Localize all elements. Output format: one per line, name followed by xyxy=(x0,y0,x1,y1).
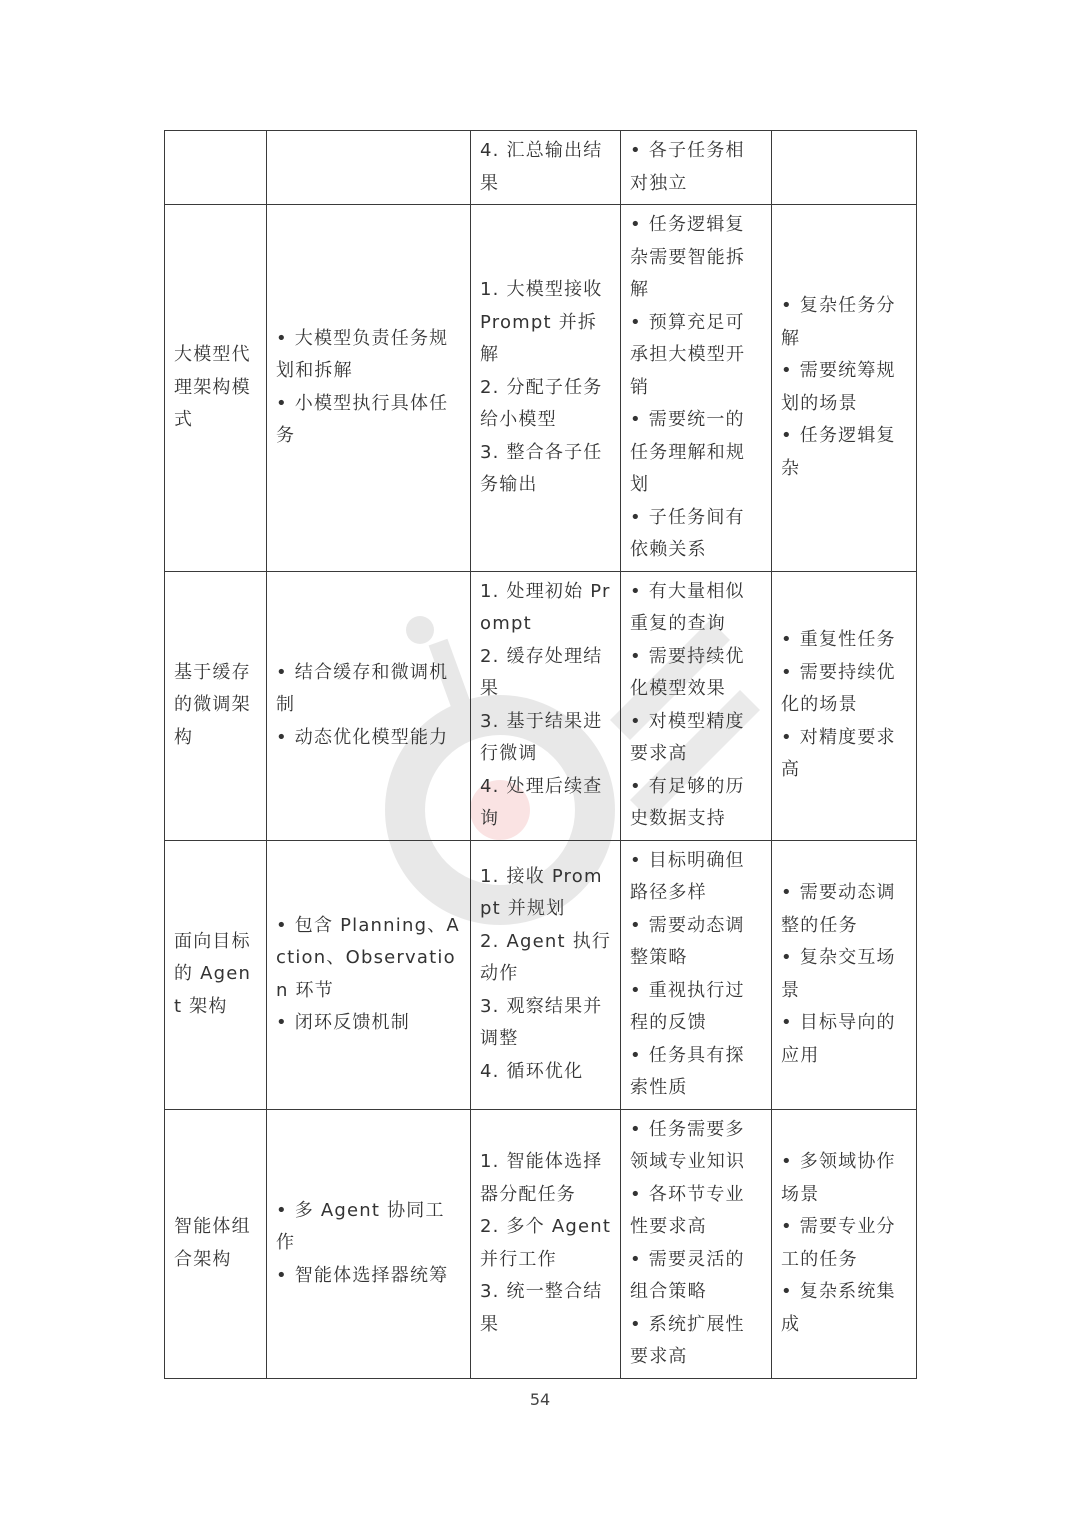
bullet-item: • 任务需要多领域专业知识 xyxy=(630,1114,763,1179)
step-item: 2. 多个 Agent 并行工作 xyxy=(480,1216,612,1270)
cell-name xyxy=(165,205,267,572)
cell-conditions xyxy=(621,131,772,205)
architecture-name: 基于缓存的微调架构 xyxy=(174,661,251,748)
table-row xyxy=(165,131,917,205)
bullet-item: • 需要动态调整策略 xyxy=(630,910,763,975)
page-number: 54 xyxy=(529,1390,551,1409)
step-item: 3. 基于结果进行微调 xyxy=(480,710,603,764)
architecture-name: 面向目标的 Agent 架构 xyxy=(174,930,252,1017)
table-row xyxy=(165,840,917,1109)
bullet-item: • 对模型精度要求高 xyxy=(630,706,763,771)
cell-conditions xyxy=(621,840,772,1109)
bullet-item: • 包含 Planning、Action、Observation 环节 xyxy=(276,910,462,1008)
cell-process xyxy=(471,571,621,840)
bullet-item: • 结合缓存和微调机制 xyxy=(276,657,462,722)
bullet-item: • 需要动态调整的任务 xyxy=(781,877,908,942)
step-item: 4. 汇总输出结果 xyxy=(480,140,603,194)
step-item: 4. 处理后续查询 xyxy=(480,775,603,829)
table-row xyxy=(165,205,917,572)
step-item: 1. 接收 Prompt 并规划 xyxy=(480,865,603,920)
cell-features xyxy=(267,571,471,840)
bullet-item: • 智能体选择器统筹 xyxy=(276,1260,462,1293)
bullet-item: • 动态优化模型能力 xyxy=(276,722,462,755)
table-row xyxy=(165,571,917,840)
bullet-item: • 任务逻辑复杂 xyxy=(781,420,908,485)
step-item: 2. 分配子任务给小模型 xyxy=(480,376,603,430)
step-item: 1. 大模型接收 Prompt 并拆解 xyxy=(480,279,603,365)
cell-name xyxy=(165,131,267,205)
cell-conditions xyxy=(621,1109,772,1378)
bullet-item: • 各环节专业性要求高 xyxy=(630,1179,763,1244)
cell-scenarios xyxy=(772,1109,917,1378)
architecture-name: 大模型代理架构模式 xyxy=(174,344,251,430)
cell-name xyxy=(165,1109,267,1378)
step-item: 2. 缓存处理结果 xyxy=(480,645,603,699)
cell-name xyxy=(165,571,267,840)
table-row xyxy=(165,1109,917,1378)
bullet-item: • 多 Agent 协同工作 xyxy=(276,1195,462,1260)
cell-name xyxy=(165,840,267,1109)
cell-process xyxy=(471,840,621,1109)
cell-process xyxy=(471,131,621,205)
architecture-table xyxy=(164,130,917,1379)
bullet-item: • 复杂任务分解 xyxy=(781,290,908,355)
cell-scenarios xyxy=(772,571,917,840)
bullet-item: • 小模型执行具体任务 xyxy=(276,388,462,453)
bullet-item: • 需要统一的任务理解和规划 xyxy=(630,404,763,502)
step-item: 1. 智能体选择器分配任务 xyxy=(480,1151,603,1205)
cell-features xyxy=(267,1109,471,1378)
bullet-item: • 需要持续优化模型效果 xyxy=(630,641,763,706)
bullet-item: • 需要灵活的组合策略 xyxy=(630,1244,763,1309)
bullet-item: • 重复性任务 xyxy=(781,624,908,657)
bullet-item: • 大模型负责任务规划和拆解 xyxy=(276,323,462,388)
bullet-item: • 对精度要求高 xyxy=(781,722,908,787)
bullet-item: • 各子任务相对独立 xyxy=(630,135,763,200)
bullet-item: • 有足够的历史数据支持 xyxy=(630,771,763,836)
cell-process xyxy=(471,205,621,572)
cell-features xyxy=(267,131,471,205)
bullet-item: • 多领域协作场景 xyxy=(781,1146,908,1211)
step-item: 3. 统一整合结果 xyxy=(480,1281,603,1335)
step-item: 4. 循环优化 xyxy=(480,1060,584,1082)
step-item: 1. 处理初始 Prompt xyxy=(480,580,611,634)
cell-conditions xyxy=(621,571,772,840)
bullet-item: • 有大量相似重复的查询 xyxy=(630,576,763,641)
bullet-item: • 复杂交互场景 xyxy=(781,942,908,1007)
cell-features xyxy=(267,840,471,1109)
bullet-item: • 需要专业分工的任务 xyxy=(781,1211,908,1276)
step-item: 2. Agent 执行动作 xyxy=(480,930,612,985)
cell-scenarios xyxy=(772,840,917,1109)
step-item: 3. 整合各子任务输出 xyxy=(480,441,603,495)
bullet-item: • 闭环反馈机制 xyxy=(276,1007,462,1040)
bullet-item: • 预算充足可承担大模型开销 xyxy=(630,307,763,405)
bullet-item: • 需要统筹规划的场景 xyxy=(781,355,908,420)
bullet-item: • 任务具有探索性质 xyxy=(630,1040,763,1105)
bullet-item: • 任务逻辑复杂需要智能拆解 xyxy=(630,209,763,307)
bullet-item: • 重视执行过程的反馈 xyxy=(630,975,763,1040)
bullet-item: • 目标导向的应用 xyxy=(781,1007,908,1072)
architecture-name: 智能体组合架构 xyxy=(174,1216,251,1270)
cell-scenarios xyxy=(772,131,917,205)
bullet-item: • 目标明确但路径多样 xyxy=(630,845,763,910)
bullet-item: • 系统扩展性要求高 xyxy=(630,1309,763,1374)
cell-conditions xyxy=(621,205,772,572)
cell-process xyxy=(471,1109,621,1378)
bullet-item: • 复杂系统集成 xyxy=(781,1276,908,1341)
cell-scenarios xyxy=(772,205,917,572)
bullet-item: • 需要持续优化的场景 xyxy=(781,657,908,722)
bullet-item: • 子任务间有依赖关系 xyxy=(630,502,763,567)
cell-features xyxy=(267,205,471,572)
step-item: 3. 观察结果并调整 xyxy=(480,995,603,1050)
